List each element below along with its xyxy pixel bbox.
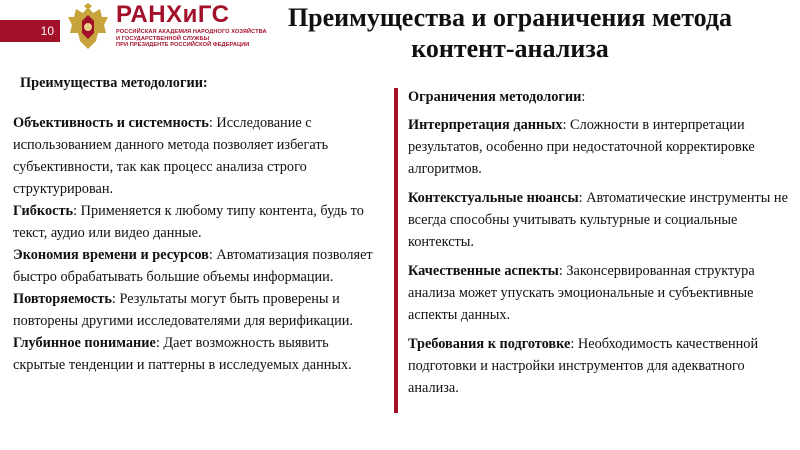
slide-number: 10 bbox=[40, 24, 54, 38]
limitation-term: Контекстуальные нюансы bbox=[408, 190, 579, 206]
slide-number-badge bbox=[0, 20, 60, 42]
limitation-term: Требования к подготовке bbox=[408, 336, 571, 352]
logo-subtitle-line: РОССИЙСКАЯ АКАДЕМИЯ НАРОДНОГО ХОЗЯЙСТВА bbox=[116, 29, 267, 35]
logo-subtitle-line: И ГОСУДАРСТВЕННОЙ СЛУЖБЫ bbox=[116, 35, 210, 42]
slide-title bbox=[250, 2, 770, 64]
advantage-item bbox=[13, 332, 373, 376]
logo-subtitle-line: ПРИ ПРЕЗИДЕНТЕ РОССИЙСКОЙ ФЕДЕРАЦИИ bbox=[116, 42, 250, 49]
advantages-column bbox=[13, 72, 373, 376]
column-divider bbox=[394, 88, 398, 413]
advantage-term: Глубинное понимание bbox=[13, 335, 156, 351]
limitation-text: : Необходимость качественной подготовки и настройки инструментов для адекватного анализа. bbox=[408, 336, 759, 396]
advantage-term: Гибкость bbox=[13, 203, 74, 219]
advantage-text: : Применяется к любому типу контента, будь то текст, аудио или видео данные. bbox=[13, 203, 364, 241]
advantage-text: : Исследование с использованием данного метода позволяет избегать субъективности, так как процесс анализа строго структурирован. bbox=[13, 115, 329, 197]
advantage-item bbox=[13, 200, 373, 244]
limitations-heading bbox=[408, 86, 793, 108]
advantages-heading: Преимущества методологии: bbox=[20, 75, 208, 91]
limitation-text: : Законсервированная структура анализа может упускать эмоциональные и субъективные аспекты данных. bbox=[408, 263, 755, 323]
advantage-item bbox=[13, 112, 373, 200]
limitation-item bbox=[408, 187, 793, 253]
limitation-item bbox=[408, 260, 793, 326]
double-headed-eagle-emblem-icon bbox=[66, 3, 110, 53]
advantage-text: : Результаты могут быть проверены и повторены другими исследователями для верификации. bbox=[13, 291, 353, 329]
advantage-term: Повторяемость bbox=[13, 291, 112, 307]
limitation-term: Качественные аспекты bbox=[408, 263, 559, 279]
limitation-item bbox=[408, 333, 793, 399]
limitations-column bbox=[408, 86, 793, 406]
limitation-text: : Сложности в интерпретации результатов, особенно при недостаточной корректировке алгоритмов. bbox=[408, 117, 755, 177]
advantage-text: : Автоматизация позволяет быстро обрабатывать большие объемы информации. bbox=[13, 247, 373, 285]
advantage-term: Экономия времени и ресурсов bbox=[13, 247, 209, 263]
advantage-item bbox=[13, 288, 373, 332]
limitation-item bbox=[408, 114, 793, 180]
limitation-term: Интерпретация данных bbox=[408, 117, 563, 133]
advantage-term: Объективность и системность bbox=[13, 115, 209, 131]
limitations-heading-text: Ограничения методологии bbox=[408, 89, 582, 105]
advantage-text: : Дает возможность выявить скрытые тенденции и паттерны в исследуемых данных. bbox=[13, 335, 352, 373]
limitations-heading-colon: : bbox=[581, 89, 586, 105]
logo-name: РАНХиГС bbox=[116, 1, 230, 28]
advantage-item bbox=[13, 244, 373, 288]
slide-title-line: контент-анализа bbox=[411, 34, 609, 63]
limitation-text: : Автоматические инструменты не всегда способны учитывать культурные и социальные контексты. bbox=[408, 190, 788, 250]
slide-title-line: Преимущества и ограничения метода bbox=[287, 3, 733, 32]
